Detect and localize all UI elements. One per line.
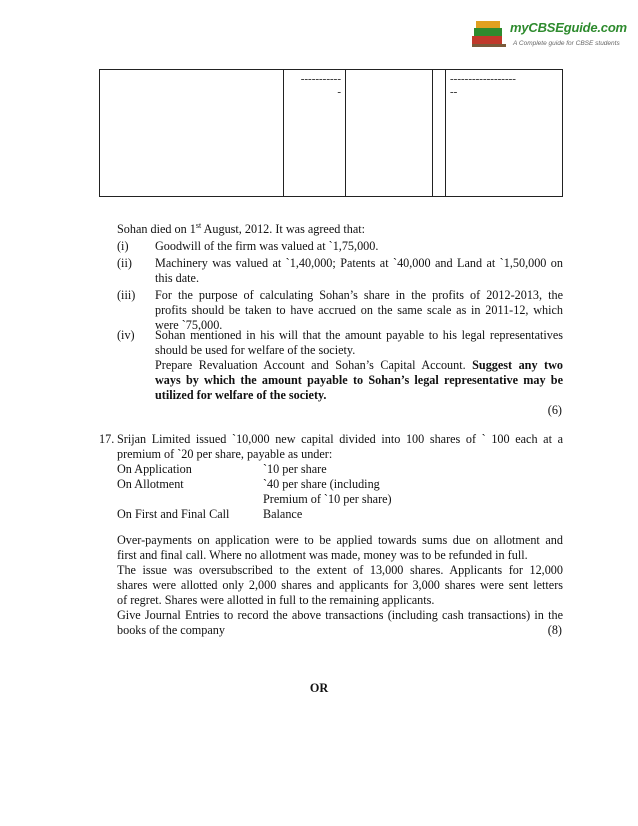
books-logo-icon [470, 18, 510, 50]
item-number: (iii) [117, 288, 136, 302]
question-text: premium of `20 per share, payable as under: [117, 447, 333, 461]
table-cell [100, 70, 284, 197]
item-text: Sohan mentioned in his will that the amount payable to his legal representatives [155, 328, 563, 342]
item-text: should be used for welfare of the society. [155, 343, 356, 357]
logo-brand-text: myCBSEguide.com [510, 20, 627, 35]
item-number: (iv) [117, 328, 135, 342]
schedule-value: Balance [263, 507, 303, 521]
paragraph-line: The issue was oversubscribed to the extent of 13,000 shares. Applicants for 12,000 [117, 563, 563, 577]
or-divider: OR [309, 681, 329, 695]
paragraph-line: first and final call. Where no allotment was made, money was to be refunded in full. [117, 548, 528, 562]
item-text: Goodwill of the firm was valued at `1,75,000. [155, 239, 379, 253]
paragraph-line: books of the company [117, 623, 225, 637]
item-text: were `75,000. [155, 318, 223, 332]
prepare-instruction: Prepare Revaluation Account and Sohan’s Capital Account. Suggest any two [155, 358, 563, 372]
schedule-value: `40 per share (including [263, 477, 380, 491]
item-text: this date. [155, 271, 200, 285]
item-text: For the purpose of calculating Sohan’s share in the profits of 2012-2013, the [155, 288, 563, 302]
table-cell [433, 70, 446, 197]
table-cell [446, 70, 563, 197]
paragraph-line: shares were allotted only 2,000 shares and applicants for 3,000 shares were sent letters [117, 578, 563, 592]
paragraph-line: Over-payments on application were to be applied towards sums due on allotment and [117, 533, 563, 547]
paragraph-line: Give Journal Entries to record the above transactions (including cash transactions) in the [117, 608, 563, 622]
marks: (8) [547, 623, 562, 637]
suggest-instruction: ways by which the amount payable to Sohan’s legal representative may be [155, 373, 563, 387]
question-text: Srijan Limited issued `10,000 new capital divided into 100 shares of ` 100 each at a [117, 432, 563, 446]
site-logo [470, 18, 627, 54]
ledger-table [99, 69, 563, 197]
schedule-value: `10 per share [263, 462, 327, 476]
schedule-label: On Allotment [117, 477, 184, 491]
dash-line: ------------------ -- [450, 73, 516, 98]
q16-intro: Sohan died on 1st August, 2012. It was agreed that: [117, 220, 366, 236]
item-text: profits should be taken to have accrued on the same scale as in 2011-12, which [155, 303, 563, 317]
schedule-value: Premium of `10 per share) [263, 492, 392, 506]
paragraph-line: of regret. Shares were allotted in full to the remaining applicants. [117, 593, 435, 607]
logo-tagline: A Complete guide for CBSE students [513, 40, 620, 47]
table-cell [284, 70, 346, 197]
schedule-label: On First and Final Call [117, 507, 230, 521]
table-cell [346, 70, 433, 197]
marks: (6) [547, 403, 562, 417]
item-text: Machinery was valued at `1,40,000; Patents at `40,000 and Land at `1,50,000 on [155, 256, 563, 270]
item-number: (i) [117, 239, 129, 253]
question-number: 17. [99, 432, 115, 446]
dash-line: ----------- - [300, 73, 341, 98]
suggest-instruction: utilized for welfare of the society. [155, 388, 327, 402]
schedule-label: On Application [117, 462, 192, 476]
item-number: (ii) [117, 256, 132, 270]
